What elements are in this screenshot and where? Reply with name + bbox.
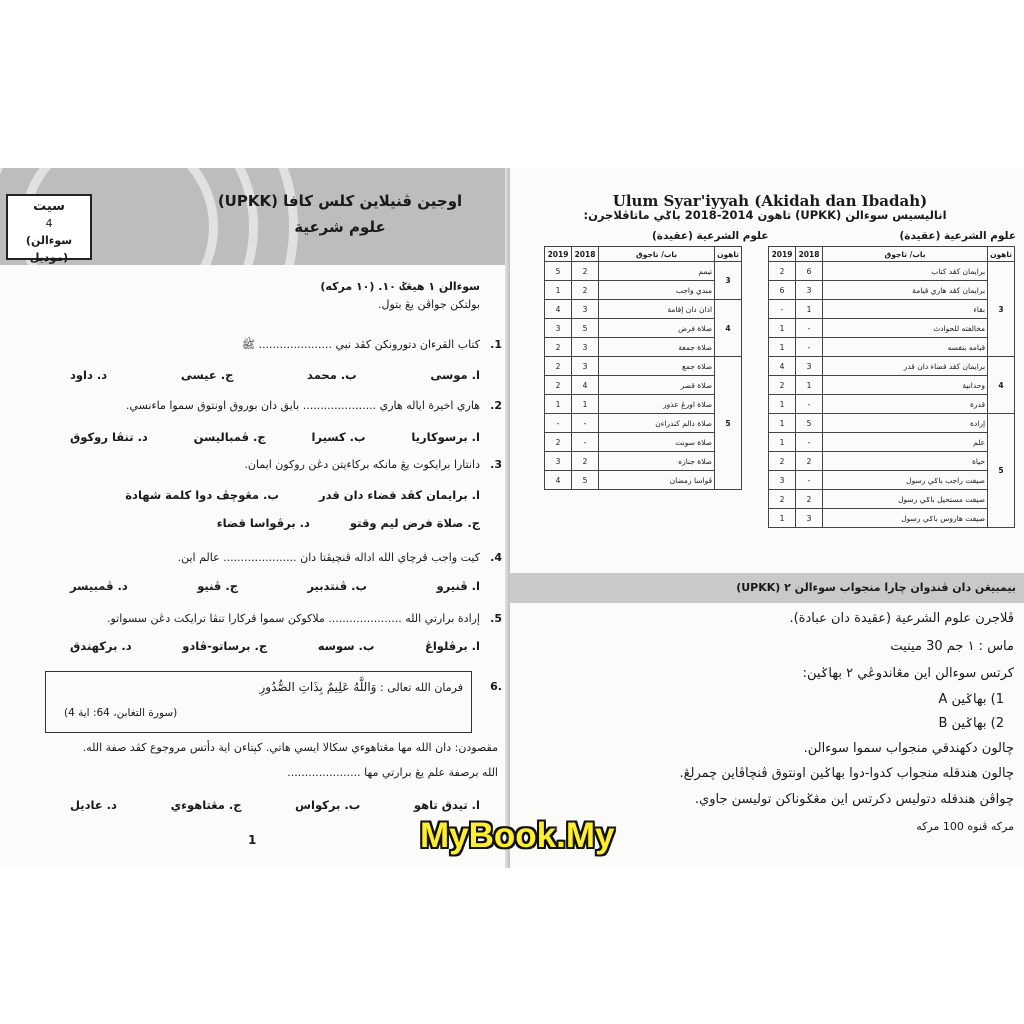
option: ب. كسيرا [311, 430, 366, 444]
cell-year: 3 [715, 262, 742, 300]
header-2019: 2019 [769, 247, 796, 262]
cell-2019: 1 [769, 414, 796, 433]
set-number: 4 [45, 217, 53, 230]
option: ا. ڤنيرو [436, 579, 480, 593]
table-row [769, 281, 1015, 300]
guide-line: مركه ڤنوه 100 مركه [916, 820, 1014, 833]
question-number: 4. [490, 551, 502, 564]
cell-2019: - [545, 414, 572, 433]
table-row [769, 490, 1015, 509]
cell-2018: 1 [796, 376, 823, 395]
cell-2018: 3 [572, 338, 599, 357]
table-row [769, 300, 1015, 319]
header-year: تاهون [715, 247, 742, 262]
cell-topic: برايمان كڤد هاري قيامة [823, 281, 988, 300]
table-row [769, 376, 1015, 395]
cell-topic: صلاة اورڠ عذور [599, 395, 715, 414]
cell-topic: تيمم [599, 262, 715, 281]
cell-topic: صلاة سونت [599, 433, 715, 452]
cell-2019: 1 [769, 509, 796, 528]
cell-2018: 2 [796, 490, 823, 509]
table-header-row [545, 247, 742, 262]
cell-topic: علم [823, 433, 988, 452]
option: ب. محمد [307, 368, 357, 382]
table-row [769, 338, 1015, 357]
header-2018: 2018 [572, 247, 599, 262]
option: ج. صلاة فرض ليم وقتو [349, 516, 480, 530]
question-3-options-row1 [70, 488, 480, 502]
question-6-options [70, 798, 480, 812]
table-row [769, 433, 1015, 452]
cell-2019: 1 [769, 319, 796, 338]
table-row [769, 262, 1015, 281]
option: ا. موسى [430, 368, 480, 382]
table-header-row [769, 247, 1015, 262]
option: ج. مڠتاهوءي [170, 798, 242, 812]
cell-2018: 5 [572, 471, 599, 490]
cell-topic: وحدانية [823, 376, 988, 395]
page-title: Ulum Syar'iyyah (Akidah dan Ibadah) [612, 192, 928, 210]
set-box [6, 194, 92, 264]
cell-2019: 3 [545, 452, 572, 471]
cell-2019: 2 [545, 433, 572, 452]
guide-line: ڤلاجرن علوم الشرعية (عقيدة دان عبادة). [789, 611, 1014, 626]
cell-topic: قيامه بنفسه [823, 338, 988, 357]
question-5-options [70, 639, 480, 653]
question-text: هاري اخيرة اياله هاري ..................... بايق دان بوروق اونتوق سموا ماءنسي. [125, 399, 480, 412]
quote-reference: (سورة التغابن، 64: اية 4) [64, 707, 178, 719]
header-topic: باب/ تاجوق [599, 247, 715, 262]
question-2-options [70, 430, 480, 444]
option: ج. ڤمباليسن [193, 430, 266, 444]
cell-topic: قدرة [823, 395, 988, 414]
table-row [545, 357, 742, 376]
cell-2018: - [572, 433, 599, 452]
cell-2019: 4 [769, 357, 796, 376]
page-number: 1 [248, 833, 257, 847]
option: د. ڤمبيسر [70, 579, 128, 593]
cell-2019: 4 [545, 300, 572, 319]
cell-2019: 2 [769, 376, 796, 395]
cell-topic: صلاة دالم كندراءن [599, 414, 715, 433]
section-heading: سوءالن ١ هيڠݢ ١٠. (١٠ مركه) [320, 280, 480, 293]
question-text: كتاب القرءان دتورونكن كڤد نبي ..................... ﷺ [241, 338, 480, 351]
exam-title: اوجين ڤنيلاين كلس كافا (UPKK) [217, 192, 463, 210]
analysis-subtitle: اناليسيس سوءالن (UPKK) تاهون 2014-2018 باݢي ماتاڤلاجرن: [583, 208, 947, 222]
table-row [545, 414, 742, 433]
cell-2018: - [796, 319, 823, 338]
question-text: دانتارا برايكوت يڠ مانكه بركاءيتن دڠن روكون ايمان. [244, 458, 480, 471]
cell-2018: 2 [796, 452, 823, 471]
cell-2018: 1 [572, 395, 599, 414]
header-topic: باب/ تاجوق [823, 247, 988, 262]
table-row [769, 471, 1015, 490]
cell-2018: 6 [796, 262, 823, 281]
cell-2019: 2 [545, 376, 572, 395]
guide-line: چالون دكهندقي منجواب سموا سوءالن. [803, 741, 1014, 756]
cell-year: 4 [715, 300, 742, 357]
right-page [510, 168, 1024, 868]
cell-topic: ڤواسا رمضان [599, 471, 715, 490]
option: ب. ڤنتدبير [307, 579, 368, 593]
table-row [545, 262, 742, 281]
cell-2018: 2 [572, 452, 599, 471]
left-page [0, 168, 510, 868]
table-row [545, 319, 742, 338]
cell-2019: - [769, 300, 796, 319]
option: د. داود [70, 368, 108, 382]
option: ج. عيسى [180, 368, 234, 382]
cell-2019: 2 [769, 490, 796, 509]
option: د. برڤواسا قضاء [216, 516, 310, 530]
table-row [769, 509, 1015, 528]
question-1-options [70, 368, 480, 382]
cell-2018: - [796, 471, 823, 490]
question-2 [40, 399, 502, 412]
table-row [545, 452, 742, 471]
cell-2018: 5 [572, 319, 599, 338]
option: د. بركهندق [70, 639, 132, 653]
cell-topic: إرادة [823, 414, 988, 433]
question-number: 2. [490, 399, 502, 412]
set-label: سيت [33, 199, 65, 214]
header-band [0, 168, 510, 265]
guide-line: كرتس سوءالن اين مڠاندوڠي ٢ بهاݢين: [802, 666, 1014, 681]
question-4-options [70, 579, 480, 593]
cell-2018: 3 [572, 357, 599, 376]
cell-2018: 3 [796, 281, 823, 300]
cell-topic: برايمان كڤد كتاب [823, 262, 988, 281]
cell-2019: 1 [545, 281, 572, 300]
question-4 [40, 551, 502, 564]
table-left-caption: علوم الشرعية (عقيدة) [652, 230, 769, 242]
option: ا. برڤلواڠ [424, 639, 480, 653]
cell-2019: 3 [769, 471, 796, 490]
cell-topic: صيفت مستحيل باݢي رسول [823, 490, 988, 509]
cell-2018: 2 [572, 281, 599, 300]
cell-2018: 4 [572, 376, 599, 395]
quran-quote-box [45, 671, 472, 733]
option: ب. بركواس [295, 798, 361, 812]
question-5 [40, 612, 502, 625]
option: ا. برسوكاريا [411, 430, 480, 444]
question-text: كيت واجب ڤرچاي الله اداله ڤنچيڤتا دان ..................... عالم اين. [177, 551, 480, 564]
subject-title: علوم شرعية [294, 218, 386, 236]
guide-line: چواڤن هندقله دتوليس دكرتس اين مڠݢوناكن توليسن جاوي. [694, 792, 1014, 807]
cell-2019: 2 [545, 357, 572, 376]
cell-topic: صيفت هاروس باݢي رسول [823, 509, 988, 528]
table-row [545, 338, 742, 357]
cell-topic: صلاة قصر [599, 376, 715, 395]
quote-line [260, 680, 463, 694]
cell-2019: 3 [545, 319, 572, 338]
quote-arabic: وَاللَّهُ عَلِيمٌ بِذَاتِ الصُّدُورِ [259, 680, 377, 694]
cell-topic: مخالفته للحوادث [823, 319, 988, 338]
guide-line: 1) بهاݢين A [938, 692, 1004, 707]
watermark-logo: MyBook.My [420, 816, 615, 855]
cell-2019: 2 [769, 452, 796, 471]
cell-topic: بقاء [823, 300, 988, 319]
option: ج. ڤنيو [197, 579, 238, 593]
option: ا. تيدق تاهو [413, 798, 480, 812]
question-3-options-row2 [70, 516, 480, 530]
table-row [545, 300, 742, 319]
question-3 [40, 458, 502, 471]
table-row [769, 319, 1015, 338]
cell-2019: 1 [769, 395, 796, 414]
cell-year: 4 [988, 357, 1015, 414]
table-row [769, 452, 1015, 471]
cell-2019: 6 [769, 281, 796, 300]
cell-topic: صلاة جنازه [599, 452, 715, 471]
table-row [545, 281, 742, 300]
cell-2018: 3 [796, 357, 823, 376]
option: د. عاديل [70, 798, 117, 812]
guide-line: ماس : ١ جم 30 مينيت [890, 639, 1014, 654]
cell-topic: صلاة جمعة [599, 338, 715, 357]
guide-line: چالون هندقله منجواب كدوا-دوا بهاݢين اونتوق ڤنچاڤاين چمرلڠ. [679, 766, 1014, 781]
quote-meaning: مقصودن: دان الله مها مڠتاهوءي سكالا ايسي هاتي. كپتاءن اية دأتس مروجوع كڤد صفة الله. [82, 741, 498, 754]
cell-2019: 4 [545, 471, 572, 490]
question-number: 5. [490, 612, 502, 625]
question-number: 1. [490, 338, 502, 351]
analysis-table-ibadah [544, 246, 742, 490]
cell-topic: صلاة فرض [599, 319, 715, 338]
header-year: تاهون [988, 247, 1015, 262]
cell-topic: صلاة جمع [599, 357, 715, 376]
table-row [769, 414, 1015, 433]
cell-2018: 2 [572, 262, 599, 281]
cell-year: 3 [988, 262, 1015, 357]
cell-2018: - [796, 433, 823, 452]
guide-heading-bar [510, 573, 1024, 603]
option: د. تنڤا روكوق [70, 430, 148, 444]
set-note: (سوءالن موديل) [25, 234, 73, 264]
table-row [769, 395, 1015, 414]
cell-2018: 3 [572, 300, 599, 319]
cell-2018: - [572, 414, 599, 433]
table-right-caption: علوم الشرعية (عقيدة) [899, 230, 1016, 242]
cell-topic: مندي واجب [599, 281, 715, 300]
cell-2019: 1 [769, 338, 796, 357]
table-row [545, 471, 742, 490]
quote-prefix: فرمان الله تعالى : [379, 681, 463, 694]
cell-topic: برايمان كڤد قضاء دان قدر [823, 357, 988, 376]
section-instruction: بولتكن جواڤن يڠ بتول. [378, 298, 480, 311]
header-2019: 2019 [545, 247, 572, 262]
cell-2019: 2 [769, 262, 796, 281]
cell-2018: 1 [796, 300, 823, 319]
table-row [545, 395, 742, 414]
question-6-text: الله برصفة علم يڠ برارتي مها ..................... [287, 766, 498, 779]
question-text: إرادة برارتي الله ..................... ملاكوكن سموا ڤركارا تنڤا ترايكت دڠن سسواتو. [106, 612, 480, 625]
option: ب. مڠوچڤ دوا كلمة شهادة [125, 488, 279, 502]
cell-topic: حياة [823, 452, 988, 471]
question-number: 6. [490, 680, 502, 693]
guide-line: 2) بهاݢين B [938, 716, 1004, 731]
option: ا. برايمان كڤد قضاء دان قدر [318, 488, 480, 502]
question-number: 3. [490, 458, 502, 471]
cell-2019: 1 [769, 433, 796, 452]
table-row [769, 357, 1015, 376]
option: ج. برساتو-ڤادو [182, 639, 268, 653]
cell-2018: - [796, 395, 823, 414]
cell-2018: 3 [796, 509, 823, 528]
header-2018: 2018 [796, 247, 823, 262]
cell-2019: 5 [545, 262, 572, 281]
table-row [545, 376, 742, 395]
cell-year: 5 [988, 414, 1015, 528]
cell-year: 5 [715, 357, 742, 490]
guide-heading: بيمبيڠن دان ڤندوان چارا منجواب سوءالن ٢ (UPKK) [736, 581, 1016, 594]
cell-2018: - [796, 338, 823, 357]
cell-topic: اذان دان إقامة [599, 300, 715, 319]
cell-2018: 5 [796, 414, 823, 433]
option: ب. سوسه [317, 639, 375, 653]
question-1 [40, 338, 502, 354]
cell-topic: صيفت راجب باݢي رسول [823, 471, 988, 490]
cell-2019: 2 [545, 338, 572, 357]
cell-2019: 1 [545, 395, 572, 414]
analysis-table-akidah [768, 246, 1015, 528]
table-row [545, 433, 742, 452]
